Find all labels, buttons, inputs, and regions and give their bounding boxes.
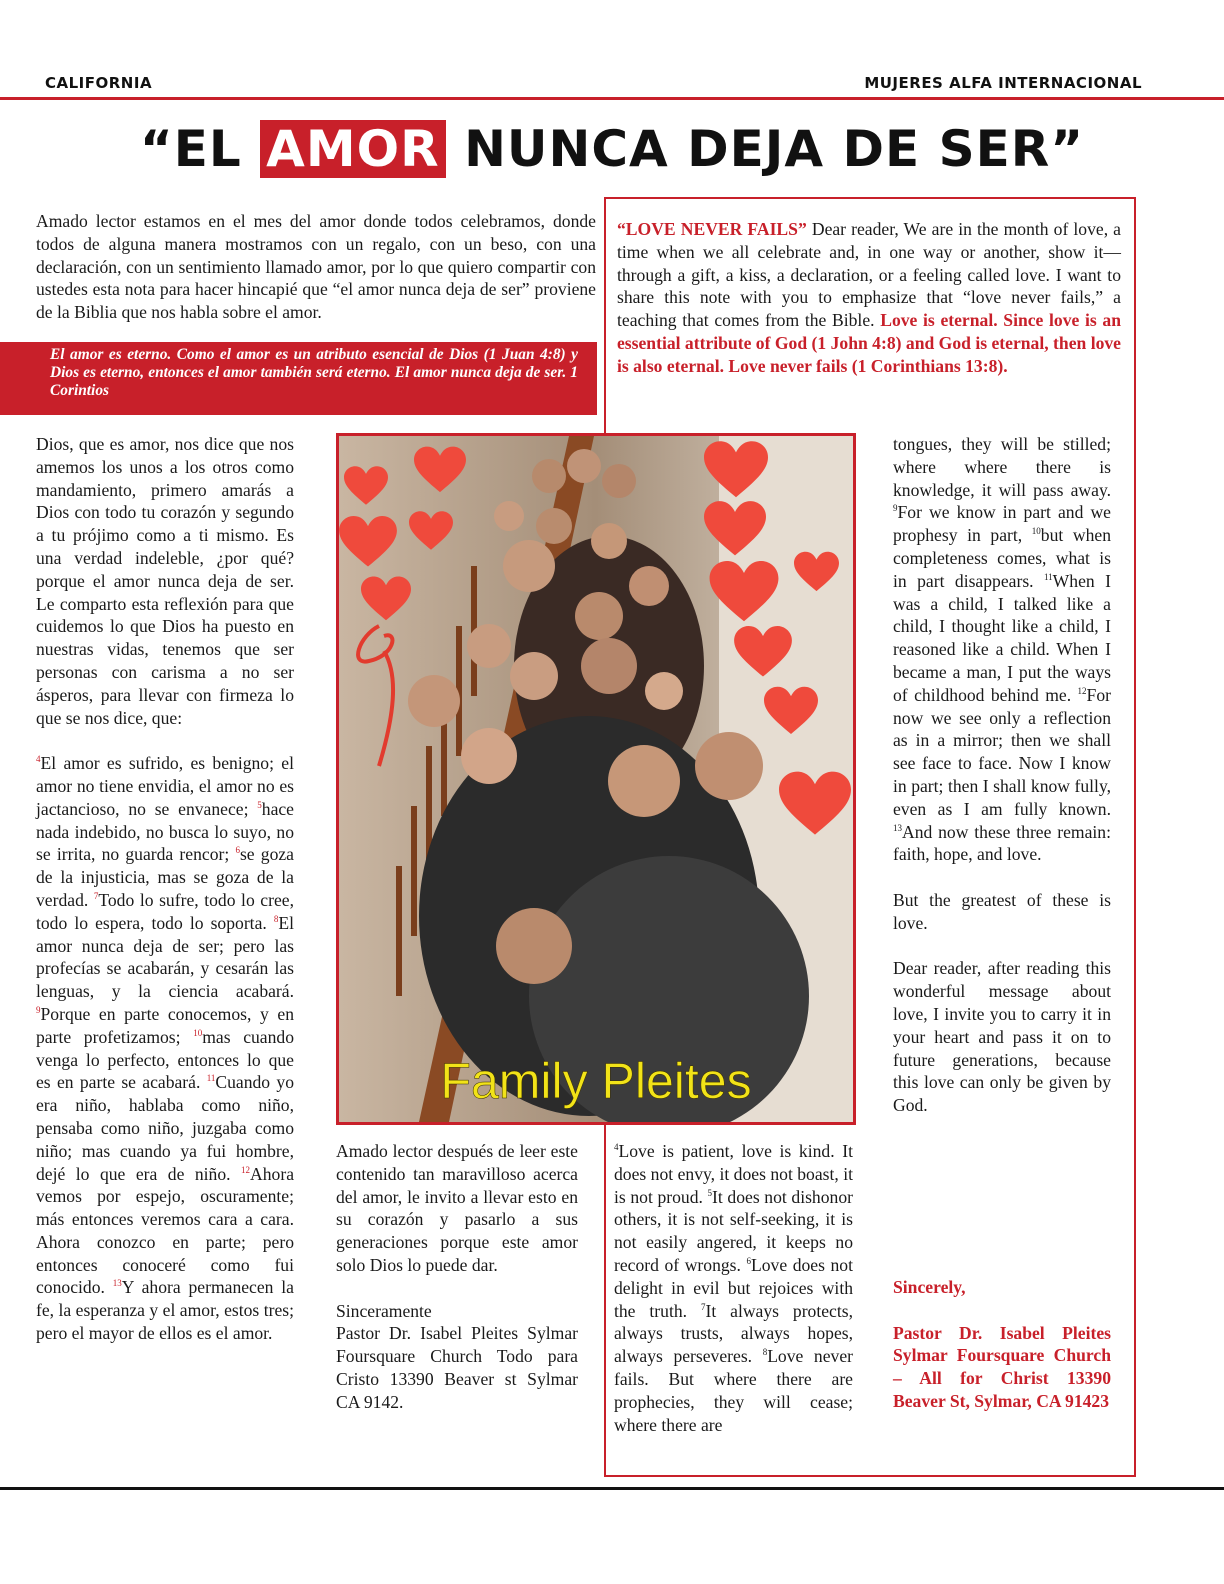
verse-number: 8: [273, 913, 279, 924]
verse-text: Love does not delight in evil but rejoices with the truth.: [614, 1254, 853, 1321]
verse-number: 13: [112, 1278, 122, 1289]
verse-text: For we know in part and we prophesy in part,: [893, 502, 1111, 546]
pull-quote: [0, 342, 597, 415]
header-divider: [0, 97, 1224, 100]
family-photo-illustration: [339, 436, 853, 1122]
column-paragraph: Dios, que es amor, nos dice que nos amemos los unos a los otros como mandamiento, primero amarás a Dios con todo tu corazón y segundo a tu prójimo como a ti mismo. Es una verdad indeleble, ¿por qué? porque el amor nunca deja de ser. Le comparto esta reflexión para que cuidemos lo que Dios ha puesto en nuestras vidas, tenemos que ser personas con carisma a no ser ásperos, para llevar con firmeza lo que se nos dice, que:: [36, 434, 294, 728]
verse-number: 4: [36, 754, 41, 765]
verse-number: 8: [762, 1347, 768, 1358]
verse-text: se goza de la injusticia, mas se goza de la verdad.: [36, 844, 294, 910]
headline: [0, 118, 1224, 180]
verse-number: 4: [614, 1142, 619, 1153]
verse-text: It always protects, always trusts, always hopes, always perseveres.: [614, 1300, 853, 1367]
headline-highlight: AMOR: [260, 120, 445, 178]
signoff-salutation: Sincerely,: [893, 1277, 966, 1297]
verse-text: Love never fails. But where there are prophecies, they will cease; where there are: [614, 1346, 853, 1435]
intro-spanish: Amado lector estamos en el mes del amor donde todos celebramos, donde todos de alguna manera mostramos con un regalo, con un beso, con una declaración, con un sentimiento llamado amor, por lo que quiero compartir con ustedes esta nota para hacer hincapié que “el amor nunca deja de ser” proviene de la Biblia que nos habla sobre el amor.: [36, 211, 596, 323]
verse-number: 6: [235, 845, 240, 856]
english-body: Dear reader, We are in the month of love, a time when we all celebrate and, in one way or another, show it—through a gift, a kiss, a declaration, or a feeling called love. I want to share this note with you to emphasize that “love never fails,” a teaching that comes from the Bible.: [617, 219, 1121, 331]
closing-signature: Pastor Dr. Isabel Pleites Sylmar Foursquare Church Todo para Cristo 13390 Beaver st Sylmar CA 9142.: [336, 1323, 578, 1412]
verse-number: 5: [257, 799, 262, 810]
verse-number: 10: [193, 1027, 203, 1038]
family-photo: [336, 433, 856, 1125]
verse-text: tongues, they will be stilled; where where there is knowledge, it will pass away.: [893, 434, 1111, 500]
english-signoff: [893, 1276, 1111, 1413]
verse-text: Love is patient, love is kind. It does not envy, it does not boast, it is not proud.: [614, 1141, 853, 1207]
verse-number: 9: [36, 1005, 41, 1016]
verse-number: 11: [206, 1073, 216, 1084]
verse-number: 12: [1077, 685, 1087, 696]
signoff-signature: Pastor Dr. Isabel Pleites Sylmar Foursquare Church – All for Christ 13390 Beaver St, Sylmar, CA 91423: [893, 1322, 1111, 1411]
verse-text: Y ahora permanecen la fe, la esperanza y el amor, estos tres; pero el mayor de ellos es el amor.: [36, 1277, 294, 1344]
pull-quote-text: El amor es eterno. Como el amor es un atributo esencial de Dios (1 Juan 4:8) y Dios es eterno, entonces el amor también será eterno. El amor nunca deja de ser. 1 Corintios: [50, 346, 578, 399]
english-title: “LOVE NEVER FAILS”: [617, 219, 807, 239]
headline-before: “EL: [139, 120, 242, 178]
invitation-paragraph: Dear reader, after reading this wonderful message about love, I invite you to carry it in your heart and pass it on to future generations, because this love can only be given by God.: [893, 958, 1111, 1116]
closing-line: But the greatest of these is love.: [893, 889, 1111, 933]
publication-name: MUJERES ALFA INTERNACIONAL: [864, 74, 1142, 92]
verse-text: And now these three remain: faith, hope, and love.: [893, 821, 1111, 865]
verse-text: For now we see only a reflection as in a mirror; then we shall see face to face. Now I know in part; then I shall know fully, even as I am fully known.: [893, 684, 1111, 819]
column-spanish-main: [36, 433, 294, 1345]
verse-text: mas cuando venga lo perfecto, entonces lo que es en parte se acabará.: [36, 1026, 294, 1093]
verse-number: 5: [707, 1187, 713, 1198]
verse-number: 7: [93, 891, 99, 902]
verse-text: Ahora vemos por espejo, oscuramente; más entonces veremos cara a cara. Ahora conozco en parte; pero entonces conoceré como fui conocido.: [36, 1163, 294, 1298]
verse-text: Porque en parte conocemos, y en parte profetizamos;: [36, 1003, 294, 1047]
section-label: CALIFORNIA: [45, 74, 153, 92]
english-emphasis: Love is eternal. Since love is an essential attribute of God (1 John 4:8) and God is eternal, then love is also eternal. Love never fails (1 Corinthians 13:8).: [617, 310, 1121, 376]
verse-text: El amor nunca deja de ser; pero las profecías se acabarán, y cesarán las lenguas, y la ciencia acabará.: [36, 912, 294, 1002]
verse-number: 9: [893, 503, 898, 514]
verse-number: 13: [893, 822, 902, 833]
intro-english: [617, 218, 1121, 378]
photo-caption: Family Pleites: [440, 1053, 752, 1109]
column-english-continued: [893, 433, 1111, 1117]
verse-text: When I was a child, I talked like a child, I thought like a child, I reasoned like a child. When I became a man, I put the ways of childhood behind me.: [893, 570, 1111, 705]
verse-number: 11: [1044, 571, 1053, 582]
verse-number: 10: [1031, 526, 1041, 537]
verse-number: 12: [241, 1164, 251, 1175]
verse-text: It does not dishonor others, it is not self-seeking, it is not easily angered, it keeps no record of wrongs.: [614, 1186, 853, 1275]
column-verses: [893, 433, 1111, 866]
column-english-verses: [614, 1140, 853, 1436]
verse-text: Cuando yo era niño, hablaba como niño, pensaba como niño, juzgaba como niño; mas cuando ya fui hombre, dejé lo que era de niño.: [36, 1072, 294, 1184]
headline-after: NUNCA DEJA DE SER”: [464, 120, 1085, 178]
verse-number: 6: [746, 1256, 751, 1267]
verse-text: but when completeness comes, what is in part disappears.: [893, 525, 1112, 591]
verse-text: hace nada indebido, no busca lo suyo, no se irrita, no guarda rencor;: [36, 798, 294, 865]
verse-text: Todo lo sufre, todo lo cree, todo lo espera, todo lo soporta.: [36, 889, 294, 933]
closing-salutation: Sinceramente: [336, 1300, 432, 1321]
footer-divider: [0, 1487, 1224, 1490]
column-spanish-closing: [336, 1140, 578, 1414]
closing-paragraph: Amado lector después de leer este contenido tan maravilloso acerca del amor, le invito a llevar esto en su corazón y pasarlo a sus generaciones porque este amor solo Dios lo puede dar.: [336, 1141, 578, 1275]
verse-text: El amor es sufrido, es benigno; el amor no tiene envidia, el amor no es jactancioso, no se envanece;: [36, 753, 294, 819]
column-verses: [36, 752, 294, 1345]
verse-number: 7: [700, 1301, 706, 1312]
